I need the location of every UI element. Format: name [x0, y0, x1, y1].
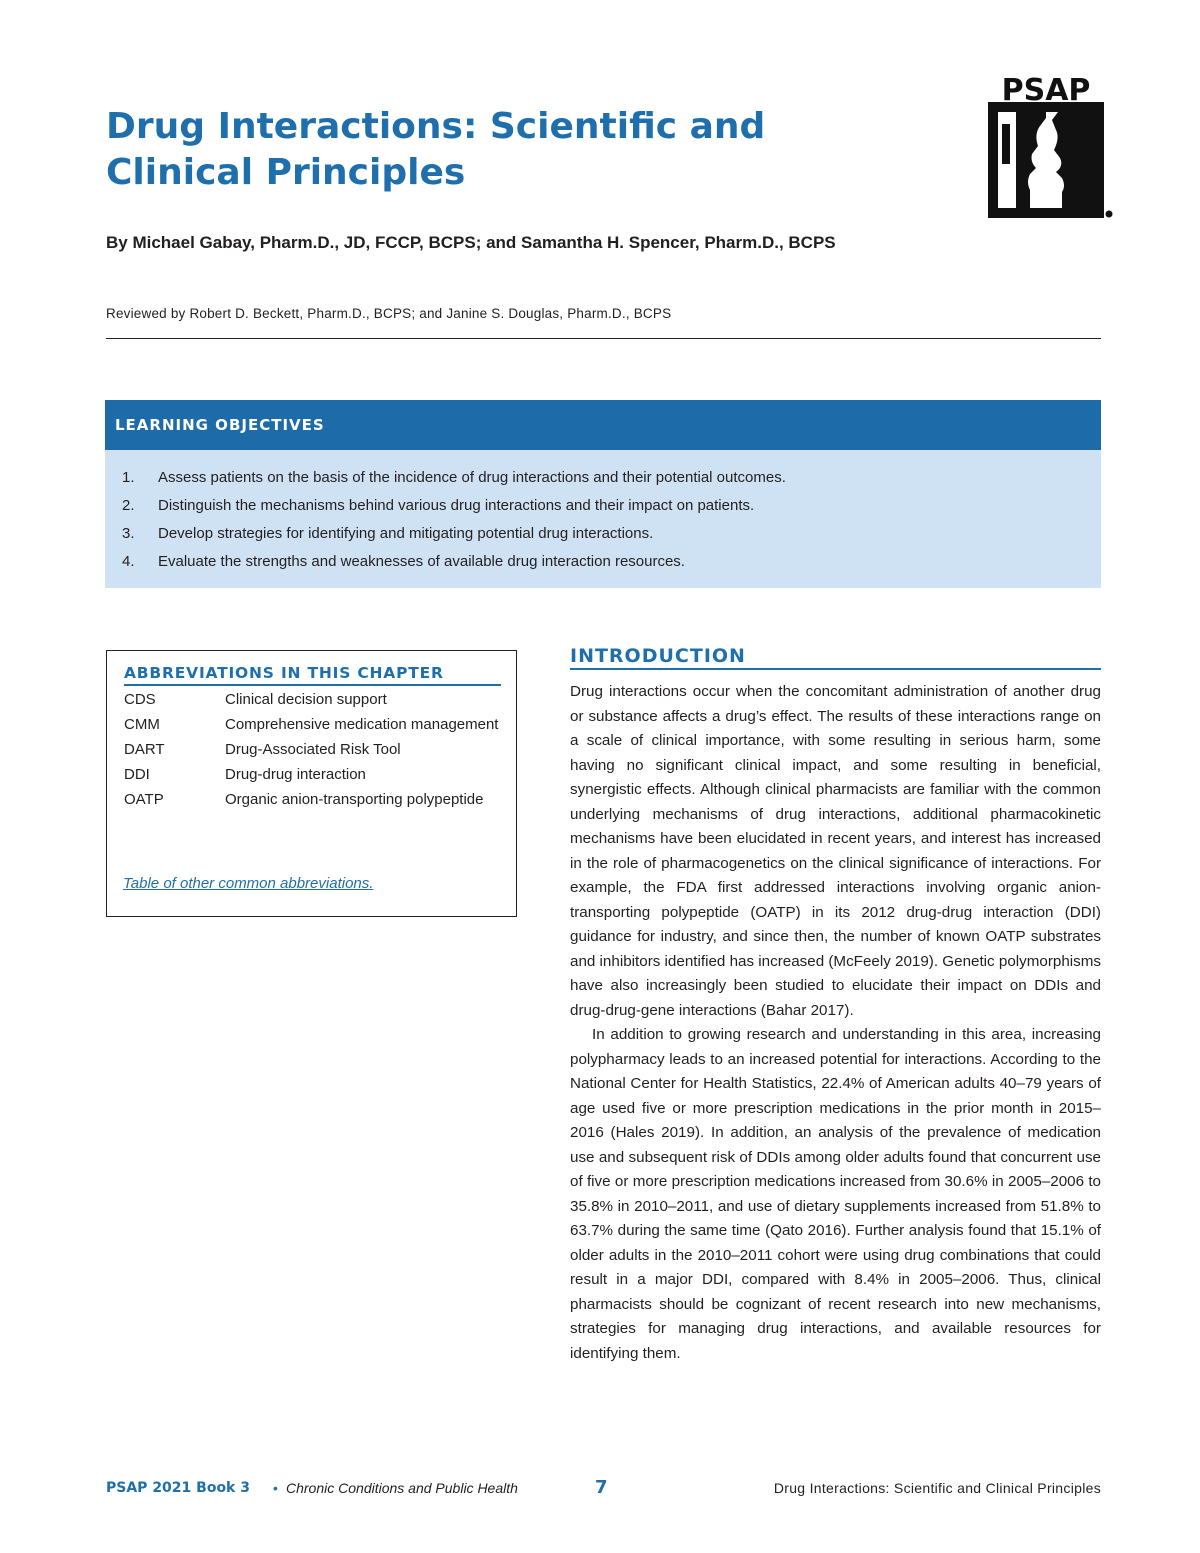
psap-logo-text: PSAP [1001, 74, 1091, 108]
objective-text: Develop strategies for identifying and mitigating potential drug interactions. [158, 525, 654, 542]
objective-number: 3. [122, 525, 135, 542]
abbreviation-row [124, 790, 504, 810]
abbreviation-definition: Comprehensive medication management [225, 716, 499, 733]
abbreviation-code: CDS [124, 691, 156, 708]
abbreviation-definition: Clinical decision support [225, 691, 387, 708]
abbreviation-row [124, 715, 504, 735]
abbreviation-definition: Drug-Associated Risk Tool [225, 741, 401, 758]
footer-running-title: Drug Interactions: Scientific and Clinical Principles [773, 1480, 1101, 1496]
footer-separator: • [273, 1480, 278, 1496]
introduction-paragraph-2: In addition to growing research and understanding in this area, increasing polypharmacy leads to an increased potential for interactions. According to the National Center for Health Statistics, 22.4% of American adults 40–79 years of age used five or more prescription medications in the prior month in 2015–2016 (Hales 2019). In addition, an analysis of the prevalence of medication use and subsequent risk of DDIs among older adults found that concurrent use of five or more prescription medications increased from 30.6% in 2005–2006 to 35.8% in 2010–2011, and use of dietary supplements increased from 51.8% to 63.7% during the same time (Qato 2016). Further analysis found that 15.1% of older adults in the 2010–2011 cohort were using drug combinations that could result in a major DDI, compared with 8.4% in 2005–2006. Thus, clinical pharmacists should be cognizant of recent research into new mechanisms, strategies for managing drug interactions, and available resources for identifying them. [570, 1026, 1101, 1362]
header-divider [106, 338, 1101, 339]
page-title-line-2: Clinical Principles [106, 152, 466, 193]
abbreviation-row [124, 765, 504, 785]
abbreviation-code: DDI [124, 766, 150, 783]
abbreviation-code: DART [124, 741, 165, 758]
learning-objectives-heading: LEARNING OBJECTIVES [105, 400, 1101, 450]
objective-number: 1. [122, 469, 135, 486]
objective-item [105, 520, 1101, 548]
byline-reviewers: Reviewed by Robert D. Beckett, Pharm.D., BCPS; and Janine S. Douglas, Pharm.D., BCPS [106, 306, 672, 321]
objective-text: Distinguish the mechanisms behind various drug interactions and their impact on patients. [158, 497, 755, 514]
objective-item [105, 464, 1101, 492]
abbreviation-row [124, 690, 504, 710]
footer-page-number: 7 [595, 1477, 608, 1498]
footer-book: PSAP 2021 Book 3 [106, 1480, 250, 1496]
objective-item [105, 548, 1101, 576]
abbreviation-code: OATP [124, 791, 164, 808]
objective-item [105, 492, 1101, 520]
introduction-heading: INTRODUCTION [570, 645, 1101, 670]
learning-objectives-box [105, 400, 1101, 588]
objective-text: Assess patients on the basis of the incidence of drug interactions and their potential outcomes. [158, 469, 786, 486]
learning-objectives-list [105, 450, 1101, 576]
footer-series: Chronic Conditions and Public Health [286, 1480, 518, 1496]
abbreviation-definition: Drug-drug interaction [225, 766, 366, 783]
objective-number: 2. [122, 497, 135, 514]
abbreviation-definition: Organic anion-transporting polypeptide [225, 791, 484, 808]
abbreviation-code: CMM [124, 716, 160, 733]
abbreviations-list [124, 690, 504, 815]
byline-authors: By Michael Gabay, Pharm.D., JD, FCCP, BCPS; and Samantha H. Spencer, Pharm.D., BCPS [106, 233, 836, 252]
objective-text: Evaluate the strengths and weaknesses of available drug interaction resources. [158, 553, 685, 570]
introduction-paragraph-1: Drug interactions occur when the concomitant administration of another drug or substance affects a drug’s effect. The results of these interactions range on a scale of clinical importance, with some resulting in serious harm, some having no significant clinical impact, and some resulting in beneficial, synergistic effects. Although clinical pharmacists are familiar with the common underlying mechanisms of drug interactions, additional pharmacokinetic mechanisms have been elucidated in recent years, and interest has increased in the role of pharmacogenetics on the clinical significance of interactions. For example, the FDA first addressed interactions involving organic anion-transporting polypeptide (OATP) in its 2012 drug-drug interaction (DDI) guidance for industry, and since then, the number of known OATP substrates and inhibitors identified has increased (McFeely 2019). Genetic polymorphisms have also increasingly been studied to elucidate their impact on DDIs and drug-drug-gene interactions (Bahar 2017). [570, 683, 1101, 1019]
page-title [106, 104, 765, 196]
objective-number: 4. [122, 553, 135, 570]
abbreviation-row [124, 740, 504, 760]
introduction-body [570, 680, 1101, 1366]
psap-logo [986, 74, 1114, 220]
page-footer [106, 1478, 1101, 1500]
abbreviations-table-link[interactable]: Table of other common abbreviations. [123, 875, 374, 892]
abbreviations-heading: ABBREVIATIONS IN THIS CHAPTER [124, 664, 501, 686]
page-title-line-1: Drug Interactions: Scientific and [106, 106, 766, 147]
